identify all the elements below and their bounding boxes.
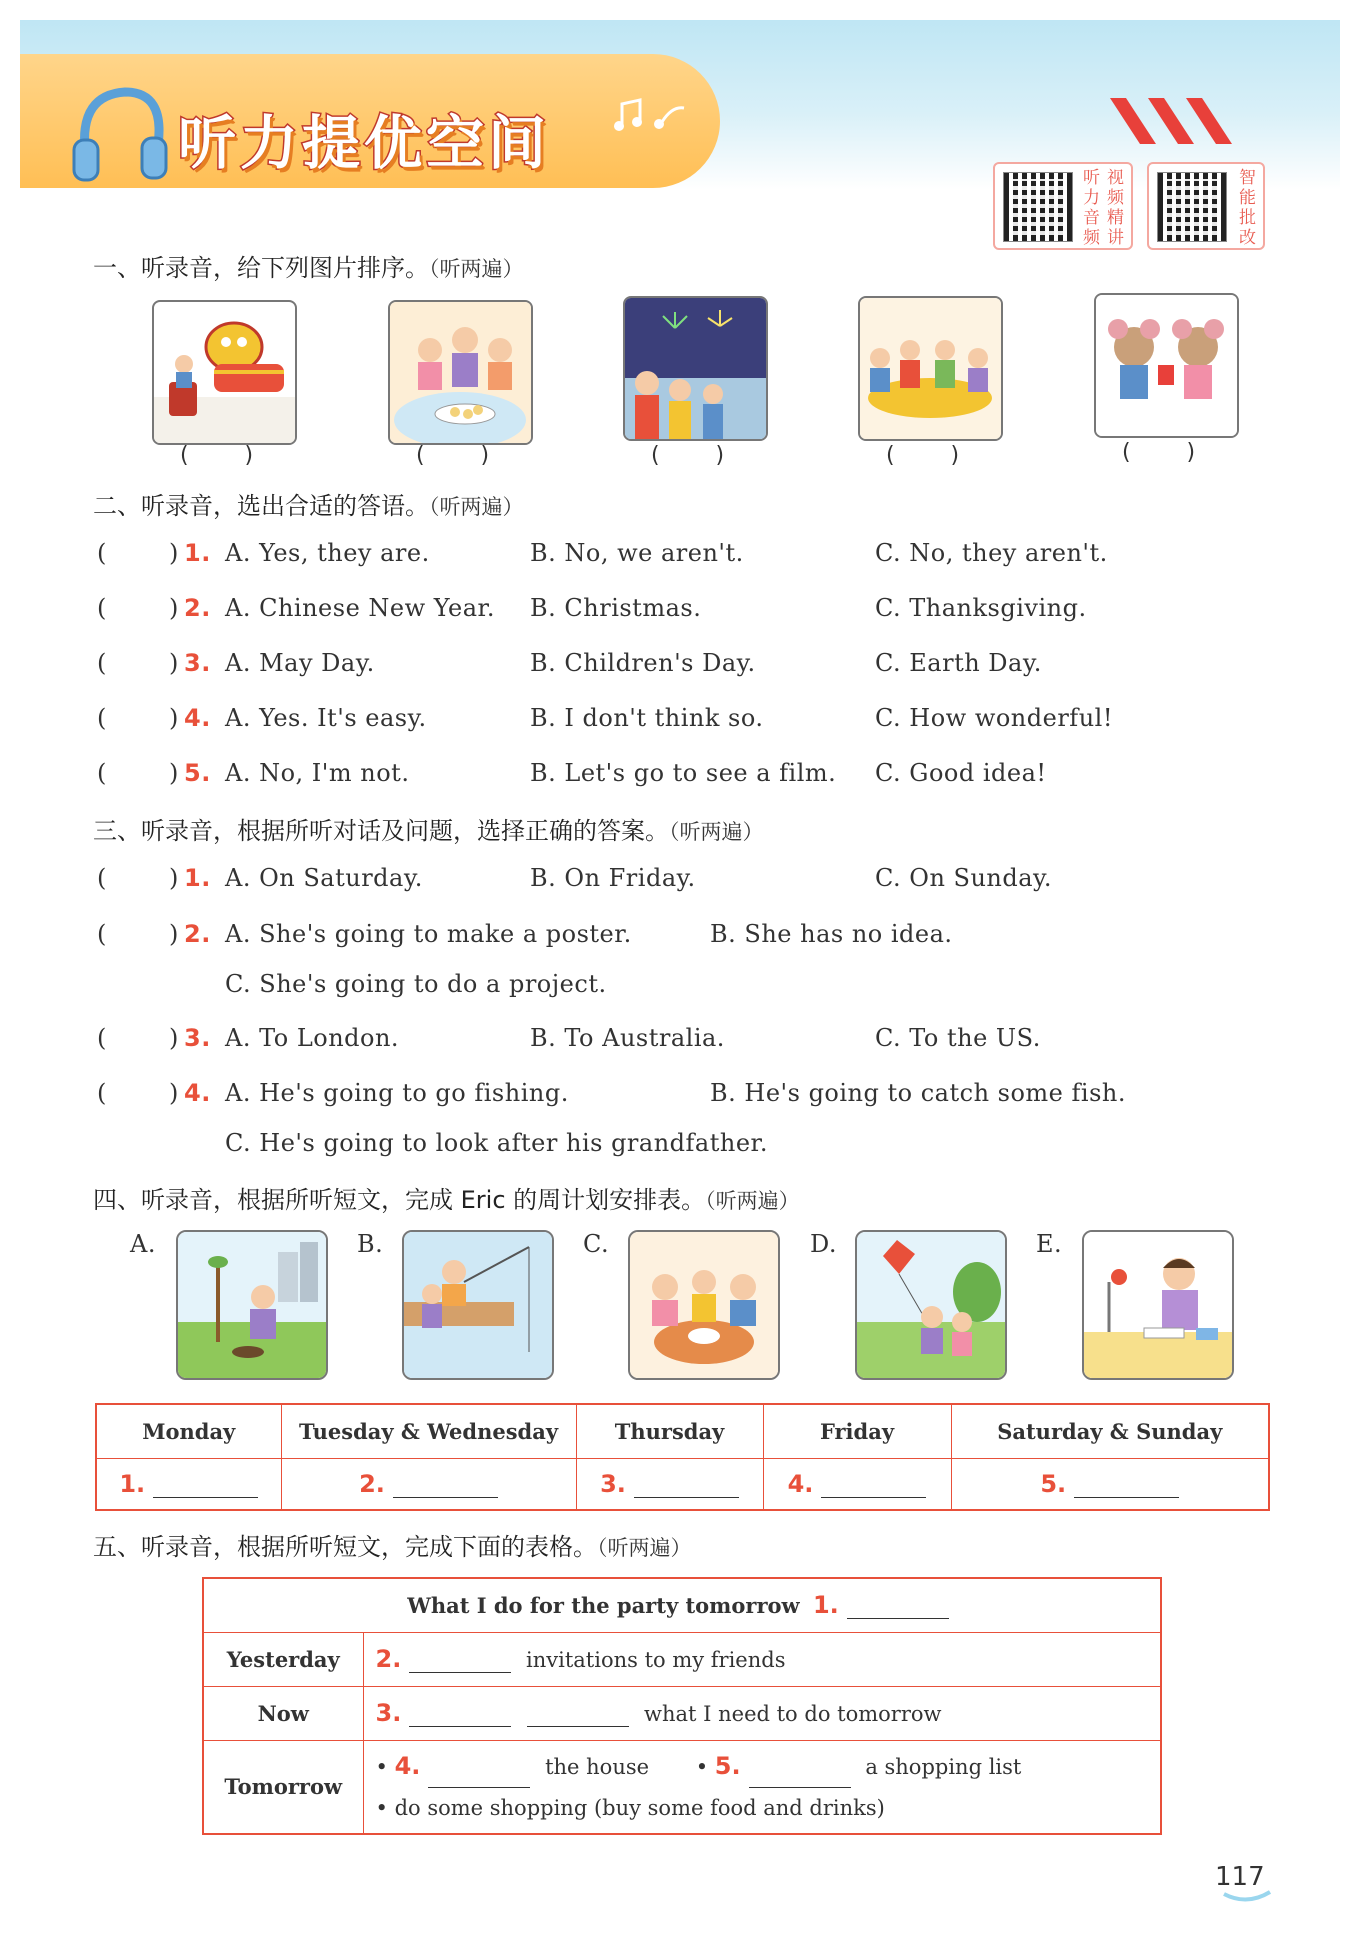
picture-e-studying bbox=[1082, 1230, 1234, 1380]
table-title-row: What I do for the party tomorrow 1. bbox=[203, 1578, 1161, 1632]
answer-blank[interactable] bbox=[527, 1709, 629, 1727]
answer-paren[interactable]: ( bbox=[97, 1024, 107, 1052]
answer-blank-5[interactable]: ( ) bbox=[1122, 440, 1196, 465]
qr-code-smart-grading[interactable]: 智 能 批 改 bbox=[1147, 162, 1265, 250]
party-plan-table bbox=[202, 1577, 1162, 1835]
page-title: 听力提优空间 bbox=[178, 109, 551, 177]
answer-blank[interactable] bbox=[409, 1655, 511, 1673]
answer-paren[interactable]: ( bbox=[97, 920, 107, 948]
row-label-yesterday: Yesterday bbox=[203, 1632, 363, 1686]
option-letter-b: B. bbox=[357, 1230, 384, 1258]
qr-code-image bbox=[1003, 172, 1073, 242]
table-header-sat-sun: Saturday & Sunday bbox=[951, 1404, 1269, 1458]
page-number: 117 bbox=[1215, 1862, 1265, 1892]
weekly-plan-table bbox=[95, 1403, 1270, 1511]
option-letter-d: D. bbox=[810, 1230, 838, 1258]
picture-d-flying-kite bbox=[855, 1230, 1007, 1380]
option-letter-e: E. bbox=[1036, 1230, 1063, 1258]
answer-cell-1[interactable]: 1. bbox=[96, 1458, 281, 1510]
answer-blank[interactable] bbox=[749, 1770, 851, 1788]
picture-mice-red-envelopes bbox=[1094, 293, 1239, 438]
answer-blank-3[interactable]: ( ) bbox=[651, 443, 725, 468]
section-2-heading: 二、听录音，选出合适的答语。（听两遍） bbox=[93, 492, 524, 520]
picture-family-dinner bbox=[858, 296, 1003, 441]
table-header-friday: Friday bbox=[763, 1404, 951, 1458]
row-tomorrow: • 4. the house • 5. a shopping list • do some shopping (buy some food and drinks) bbox=[363, 1740, 1161, 1834]
table-header-tue-wed: Tuesday & Wednesday bbox=[281, 1404, 576, 1458]
answer-paren[interactable]: ( bbox=[97, 704, 107, 732]
qr-code-image bbox=[1157, 172, 1227, 242]
picture-a-planting-tree bbox=[176, 1230, 328, 1380]
answer-cell-5[interactable]: 5. bbox=[951, 1458, 1269, 1510]
row-label-now: Now bbox=[203, 1686, 363, 1740]
row-label-tomorrow: Tomorrow bbox=[203, 1740, 363, 1834]
answer-cell-4[interactable]: 4. bbox=[763, 1458, 951, 1510]
section-3-heading: 三、听录音，根据所听对话及问题，选择正确的答案。（听两遍） bbox=[93, 817, 764, 845]
table-header-thursday: Thursday bbox=[576, 1404, 763, 1458]
answer-paren[interactable]: ( bbox=[97, 864, 107, 892]
row-now: 3. what I need to do tomorrow bbox=[363, 1686, 1161, 1740]
option-letter-a: A. bbox=[130, 1230, 156, 1258]
answer-paren[interactable]: ( bbox=[97, 539, 107, 567]
picture-making-dumplings bbox=[388, 300, 533, 445]
picture-lion-dance bbox=[152, 300, 297, 445]
option-letter-c: C. bbox=[583, 1230, 610, 1258]
answer-paren[interactable]: ( bbox=[97, 759, 107, 787]
answer-cell-3[interactable]: 3. bbox=[576, 1458, 763, 1510]
headphone-icon bbox=[70, 80, 170, 190]
section-5-heading: 五、听录音，根据所听短文，完成下面的表格。（听两遍） bbox=[93, 1533, 692, 1561]
answer-blank[interactable] bbox=[409, 1709, 511, 1727]
answer-paren[interactable]: ( bbox=[97, 1079, 107, 1107]
section-4-heading: 四、听录音，根据所听短文，完成 Eric 的周计划安排表。（听两遍） bbox=[93, 1186, 800, 1214]
answer-blank[interactable] bbox=[847, 1601, 949, 1619]
answer-cell-2[interactable]: 2. bbox=[281, 1458, 576, 1510]
answer-paren[interactable]: ( bbox=[97, 649, 107, 677]
picture-c-family-meal bbox=[628, 1230, 780, 1380]
music-note-icon bbox=[612, 96, 692, 136]
answer-blank-4[interactable]: ( ) bbox=[886, 443, 960, 468]
section-1-heading: 一、听录音，给下列图片排序。（听两遍） bbox=[93, 254, 524, 282]
picture-watching-fireworks bbox=[623, 296, 768, 441]
decorative-stripes bbox=[1110, 98, 1240, 148]
answer-blank-2[interactable]: ( ) bbox=[416, 443, 490, 468]
page-number-swoosh bbox=[1222, 1890, 1272, 1904]
qr-code-video-lecture[interactable]: 听 力 音 频 视 频 精 讲 bbox=[993, 162, 1133, 250]
picture-b-fishing bbox=[402, 1230, 554, 1380]
answer-paren[interactable]: ( bbox=[97, 594, 107, 622]
answer-blank-1[interactable]: ( ) bbox=[180, 443, 254, 468]
row-yesterday: 2. invitations to my friends bbox=[363, 1632, 1161, 1686]
table-header-monday: Monday bbox=[96, 1404, 281, 1458]
answer-blank[interactable] bbox=[428, 1770, 530, 1788]
